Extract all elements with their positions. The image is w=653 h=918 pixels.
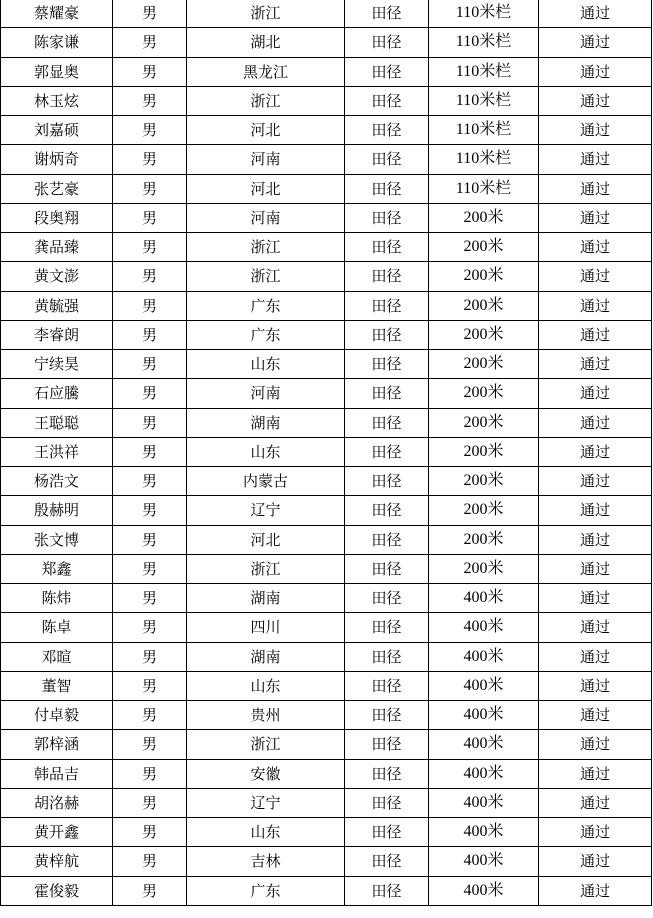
athlete-province: 内蒙古 [187,467,345,496]
athlete-sport: 田径 [345,262,429,291]
table-row [1,437,652,466]
athlete-province: 浙江 [187,554,345,583]
table-row [1,320,652,349]
athlete-event: 400米 [429,671,539,700]
athlete-gender: 男 [113,730,187,759]
athlete-result: 通过 [539,0,652,28]
table-row [1,379,652,408]
athlete-name: 李睿朗 [1,320,113,349]
table-row [1,467,652,496]
table-row [1,116,652,145]
athlete-event: 110米栏 [429,116,539,145]
athlete-gender: 男 [113,584,187,613]
athlete-event: 110米栏 [429,57,539,86]
athlete-name: 董智 [1,671,113,700]
athlete-gender: 男 [113,203,187,232]
athlete-name: 付卓毅 [1,701,113,730]
athlete-province: 辽宁 [187,496,345,525]
athlete-event: 110米栏 [429,86,539,115]
athlete-sport: 田径 [345,86,429,115]
athlete-result: 通过 [539,730,652,759]
athlete-result: 通过 [539,525,652,554]
table-row [1,584,652,613]
athlete-event: 200米 [429,291,539,320]
athlete-event: 400米 [429,613,539,642]
athlete-province: 湖南 [187,642,345,671]
athlete-province: 吉林 [187,847,345,876]
athlete-sport: 田径 [345,730,429,759]
athlete-name: 陈炜 [1,584,113,613]
athlete-result: 通过 [539,584,652,613]
athlete-result: 通过 [539,613,652,642]
athlete-province: 广东 [187,291,345,320]
athlete-name: 张文博 [1,525,113,554]
athlete-result: 通过 [539,408,652,437]
athlete-gender: 男 [113,642,187,671]
athlete-gender: 男 [113,467,187,496]
athlete-result: 通过 [539,554,652,583]
athlete-event: 110米栏 [429,28,539,57]
athlete-name: 王洪祥 [1,437,113,466]
athlete-gender: 男 [113,525,187,554]
athlete-result: 通过 [539,671,652,700]
athlete-result: 通过 [539,233,652,262]
athlete-province: 浙江 [187,233,345,262]
table-row [1,262,652,291]
athlete-name: 刘嘉硕 [1,116,113,145]
athlete-event: 400米 [429,642,539,671]
athlete-result: 通过 [539,818,652,847]
athlete-sport: 田径 [345,876,429,905]
athlete-event: 400米 [429,730,539,759]
athlete-name: 胡洺赫 [1,788,113,817]
athlete-sport: 田径 [345,584,429,613]
athlete-sport: 田径 [345,28,429,57]
athlete-event: 200米 [429,554,539,583]
athlete-name: 石应騰 [1,379,113,408]
athlete-sport: 田径 [345,116,429,145]
athlete-result: 通过 [539,847,652,876]
table-row [1,554,652,583]
athlete-province: 河南 [187,379,345,408]
athlete-gender: 男 [113,86,187,115]
athlete-event: 200米 [429,262,539,291]
table-row [1,818,652,847]
athlete-event: 200米 [429,233,539,262]
athlete-name: 陈卓 [1,613,113,642]
table-row [1,350,652,379]
athlete-sport: 田径 [345,759,429,788]
table-row [1,876,652,905]
athlete-gender: 男 [113,174,187,203]
athlete-result: 通过 [539,467,652,496]
athlete-sport: 田径 [345,671,429,700]
athlete-name: 黄开鑫 [1,818,113,847]
athlete-gender: 男 [113,437,187,466]
athlete-sport: 田径 [345,818,429,847]
athlete-name: 张艺豪 [1,174,113,203]
athlete-sport: 田径 [345,613,429,642]
athlete-province: 贵州 [187,701,345,730]
athlete-event: 200米 [429,525,539,554]
athlete-name: 龚品臻 [1,233,113,262]
athlete-sport: 田径 [345,847,429,876]
athlete-sport: 田径 [345,467,429,496]
athlete-province: 河南 [187,203,345,232]
athlete-gender: 男 [113,613,187,642]
athlete-result: 通过 [539,203,652,232]
athlete-sport: 田径 [345,525,429,554]
athlete-province: 湖北 [187,28,345,57]
athlete-gender: 男 [113,876,187,905]
athlete-sport: 田径 [345,203,429,232]
athlete-province: 广东 [187,320,345,349]
athlete-sport: 田径 [345,145,429,174]
athlete-gender: 男 [113,233,187,262]
athlete-result: 通过 [539,788,652,817]
table-row [1,671,652,700]
athlete-sport: 田径 [345,291,429,320]
athlete-province: 河北 [187,116,345,145]
athlete-result: 通过 [539,262,652,291]
athlete-province: 河南 [187,145,345,174]
athlete-name: 郭显奥 [1,57,113,86]
athlete-event: 400米 [429,876,539,905]
athlete-result: 通过 [539,57,652,86]
athlete-name: 霍俊毅 [1,876,113,905]
table-row [1,408,652,437]
table-row [1,233,652,262]
athlete-result: 通过 [539,876,652,905]
athlete-name: 郭梓涵 [1,730,113,759]
athlete-province: 广东 [187,876,345,905]
athlete-sport: 田径 [345,554,429,583]
athlete-gender: 男 [113,350,187,379]
athlete-name: 王聪聪 [1,408,113,437]
athlete-name: 殷赫明 [1,496,113,525]
table-row [1,788,652,817]
roster-body [1,0,652,905]
athlete-province: 河北 [187,525,345,554]
athlete-result: 通过 [539,86,652,115]
athlete-sport: 田径 [345,642,429,671]
athlete-province: 安徽 [187,759,345,788]
athlete-result: 通过 [539,174,652,203]
athlete-gender: 男 [113,554,187,583]
athlete-event: 400米 [429,818,539,847]
athlete-event: 110米栏 [429,145,539,174]
athlete-province: 辽宁 [187,788,345,817]
athlete-event: 200米 [429,379,539,408]
athlete-event: 200米 [429,496,539,525]
athlete-gender: 男 [113,262,187,291]
athlete-result: 通过 [539,701,652,730]
athlete-gender: 男 [113,408,187,437]
athlete-sport: 田径 [345,788,429,817]
athlete-event: 200米 [429,320,539,349]
athlete-gender: 男 [113,496,187,525]
athlete-gender: 男 [113,671,187,700]
athlete-name: 林玉炫 [1,86,113,115]
athlete-result: 通过 [539,496,652,525]
athlete-result: 通过 [539,379,652,408]
athlete-province: 山东 [187,671,345,700]
athlete-name: 黄文澎 [1,262,113,291]
table-row [1,730,652,759]
athlete-sport: 田径 [345,174,429,203]
athlete-sport: 田径 [345,437,429,466]
athlete-sport: 田径 [345,701,429,730]
athlete-name: 邓暄 [1,642,113,671]
athlete-sport: 田径 [345,233,429,262]
athlete-gender: 男 [113,145,187,174]
athlete-result: 通过 [539,28,652,57]
athlete-event: 400米 [429,759,539,788]
athlete-sport: 田径 [345,350,429,379]
athlete-result: 通过 [539,320,652,349]
athlete-sport: 田径 [345,379,429,408]
table-row [1,496,652,525]
athlete-province: 四川 [187,613,345,642]
table-row [1,28,652,57]
athlete-result: 通过 [539,116,652,145]
athlete-name: 韩品吉 [1,759,113,788]
table-row [1,86,652,115]
athlete-result: 通过 [539,759,652,788]
table-row [1,174,652,203]
athlete-gender: 男 [113,847,187,876]
table-row [1,701,652,730]
athlete-gender: 男 [113,379,187,408]
athlete-name: 杨浩文 [1,467,113,496]
table-row [1,525,652,554]
athlete-gender: 男 [113,759,187,788]
athlete-province: 山东 [187,818,345,847]
table-row [1,759,652,788]
athlete-province: 河北 [187,174,345,203]
athlete-sport: 田径 [345,496,429,525]
athlete-event: 400米 [429,701,539,730]
athlete-gender: 男 [113,57,187,86]
athlete-gender: 男 [113,818,187,847]
athlete-event: 400米 [429,847,539,876]
athlete-result: 通过 [539,291,652,320]
athlete-sport: 田径 [345,320,429,349]
athlete-event: 200米 [429,408,539,437]
athlete-sport: 田径 [345,57,429,86]
athlete-name: 黄梓航 [1,847,113,876]
table-row [1,291,652,320]
table-row [1,203,652,232]
athlete-result: 通过 [539,145,652,174]
athlete-name: 段奥翔 [1,203,113,232]
athlete-event: 110米栏 [429,174,539,203]
athlete-gender: 男 [113,701,187,730]
athlete-province: 浙江 [187,86,345,115]
athlete-event: 200米 [429,350,539,379]
athlete-province: 湖南 [187,584,345,613]
athlete-gender: 男 [113,291,187,320]
athlete-event: 400米 [429,788,539,817]
athlete-gender: 男 [113,0,187,28]
table-row [1,847,652,876]
athlete-sport: 田径 [345,0,429,28]
athlete-result: 通过 [539,437,652,466]
athlete-name: 陈家谦 [1,28,113,57]
athlete-name: 谢炳奇 [1,145,113,174]
athlete-name: 黄毓强 [1,291,113,320]
athlete-result: 通过 [539,642,652,671]
table-row [1,57,652,86]
athlete-name: 郑鑫 [1,554,113,583]
table-row [1,0,652,28]
athlete-name: 蔡耀豪 [1,0,113,28]
athlete-province: 浙江 [187,0,345,28]
athlete-province: 浙江 [187,262,345,291]
athlete-name: 宁续昊 [1,350,113,379]
athlete-province: 湖南 [187,408,345,437]
athlete-sport: 田径 [345,408,429,437]
athlete-event: 110米栏 [429,0,539,28]
athlete-gender: 男 [113,28,187,57]
athlete-event: 400米 [429,584,539,613]
athlete-event: 200米 [429,467,539,496]
athlete-gender: 男 [113,320,187,349]
table-row [1,145,652,174]
athlete-gender: 男 [113,116,187,145]
table-row [1,613,652,642]
athlete-province: 山东 [187,350,345,379]
table-row [1,642,652,671]
athlete-province: 山东 [187,437,345,466]
athlete-province: 黑龙江 [187,57,345,86]
athlete-event: 200米 [429,203,539,232]
athlete-event: 200米 [429,437,539,466]
athlete-result: 通过 [539,350,652,379]
athlete-province: 浙江 [187,730,345,759]
athlete-gender: 男 [113,788,187,817]
